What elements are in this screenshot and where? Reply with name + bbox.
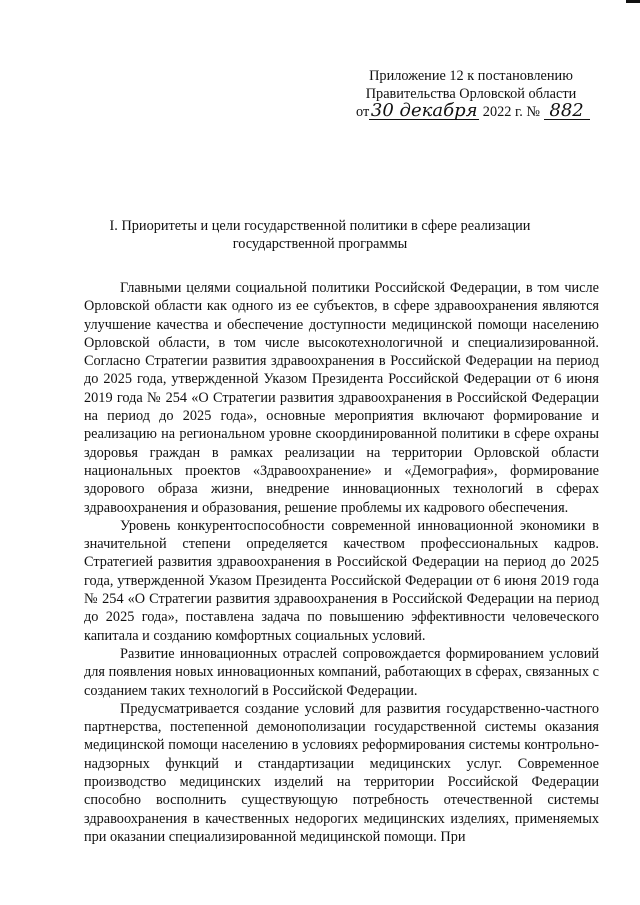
from-prefix: от: [356, 104, 370, 120]
paragraph: Главными целями социальной политики Российской Федерации, в том числе Орловской области как одного из ее субъектов, в сфере здравоохранения являются улучшение качества и обеспечение доступности медицинской помощи населению Орловской области, в том числе высокотехнологичной и специализированной. Согласно Стратегии развития здравоохранения в Российской Федерации на период до 2025 года, утвержденной Указом Президента Российской Федерации от 6 июня 2019 года № 254 «О Стратегии развития здравоохранения в Российской Федерации на период до 2025 года», основные мероприятия включают формирование и реализацию на региональном уровне скоординированной политики в сфере охраны здоровья граждан в рамках реализации на территории Орловской области национальных проектов «Здравоохранение» и «Демография», формирование здорового образа жизни, внедрение инновационных технологий в сферах здравоохранения и образования, решение проблемы их кадрового обеспечения.: [84, 280, 599, 516]
handwritten-number: 882: [544, 103, 590, 120]
document-body: [84, 279, 599, 846]
paragraph: Уровень конкурентоспособности современной инновационной экономики в значительной степени определяется качеством профессиональных кадров. Стратегией развития здравоохранения в Российской Федерации на период до 2025 года, утвержденной Указом Президента Российской Федерации от 6 июня 2019 года № 254 «О Стратегии развития здравоохранения в Российской Федерации на период до 2025 года», поставлена задача по повышению эффективности человеческого капитала и созданию комфортных социальных условий.: [84, 517, 599, 644]
section-title: [80, 217, 560, 253]
handwritten-date: 30 декабря: [370, 100, 478, 121]
appendix-header: [356, 67, 586, 121]
paragraph: Предусматривается создание условий для развития государственно-частного партнерства, постепенной демонополизации государственной системы оказания медицинской помощи населению в условиях реформирования системы контрольно-надзорных функций и стандартизации медицинских услуг. Современное производство медицинских изделий на территории Российской Федерации способно восполнить существующую потребность отечественной системы здравоохранения в качественных недорогих медицинских изделиях, применяемых при оказании специализированной медицинской помощи. При: [84, 700, 599, 845]
section-title-line-1: I. Приоритеты и цели государственной политики в сфере реализации: [109, 218, 531, 234]
corner-mark: [626, 0, 640, 3]
section-title-line-2: государственной программы: [232, 236, 408, 252]
paragraph: Развитие инновационных отраслей сопровождается формированием условий для появления новых инновационных компаний, работающих в сферах, связанных с созданием таких технологий в Российской Федерации.: [84, 645, 599, 699]
year-text: 2022 г. №: [482, 104, 541, 120]
header-line-2: Правительства Орловской области: [365, 86, 577, 102]
header-line-3: [356, 100, 586, 121]
header-line-1: Приложение 12 к постановлению: [369, 68, 573, 84]
